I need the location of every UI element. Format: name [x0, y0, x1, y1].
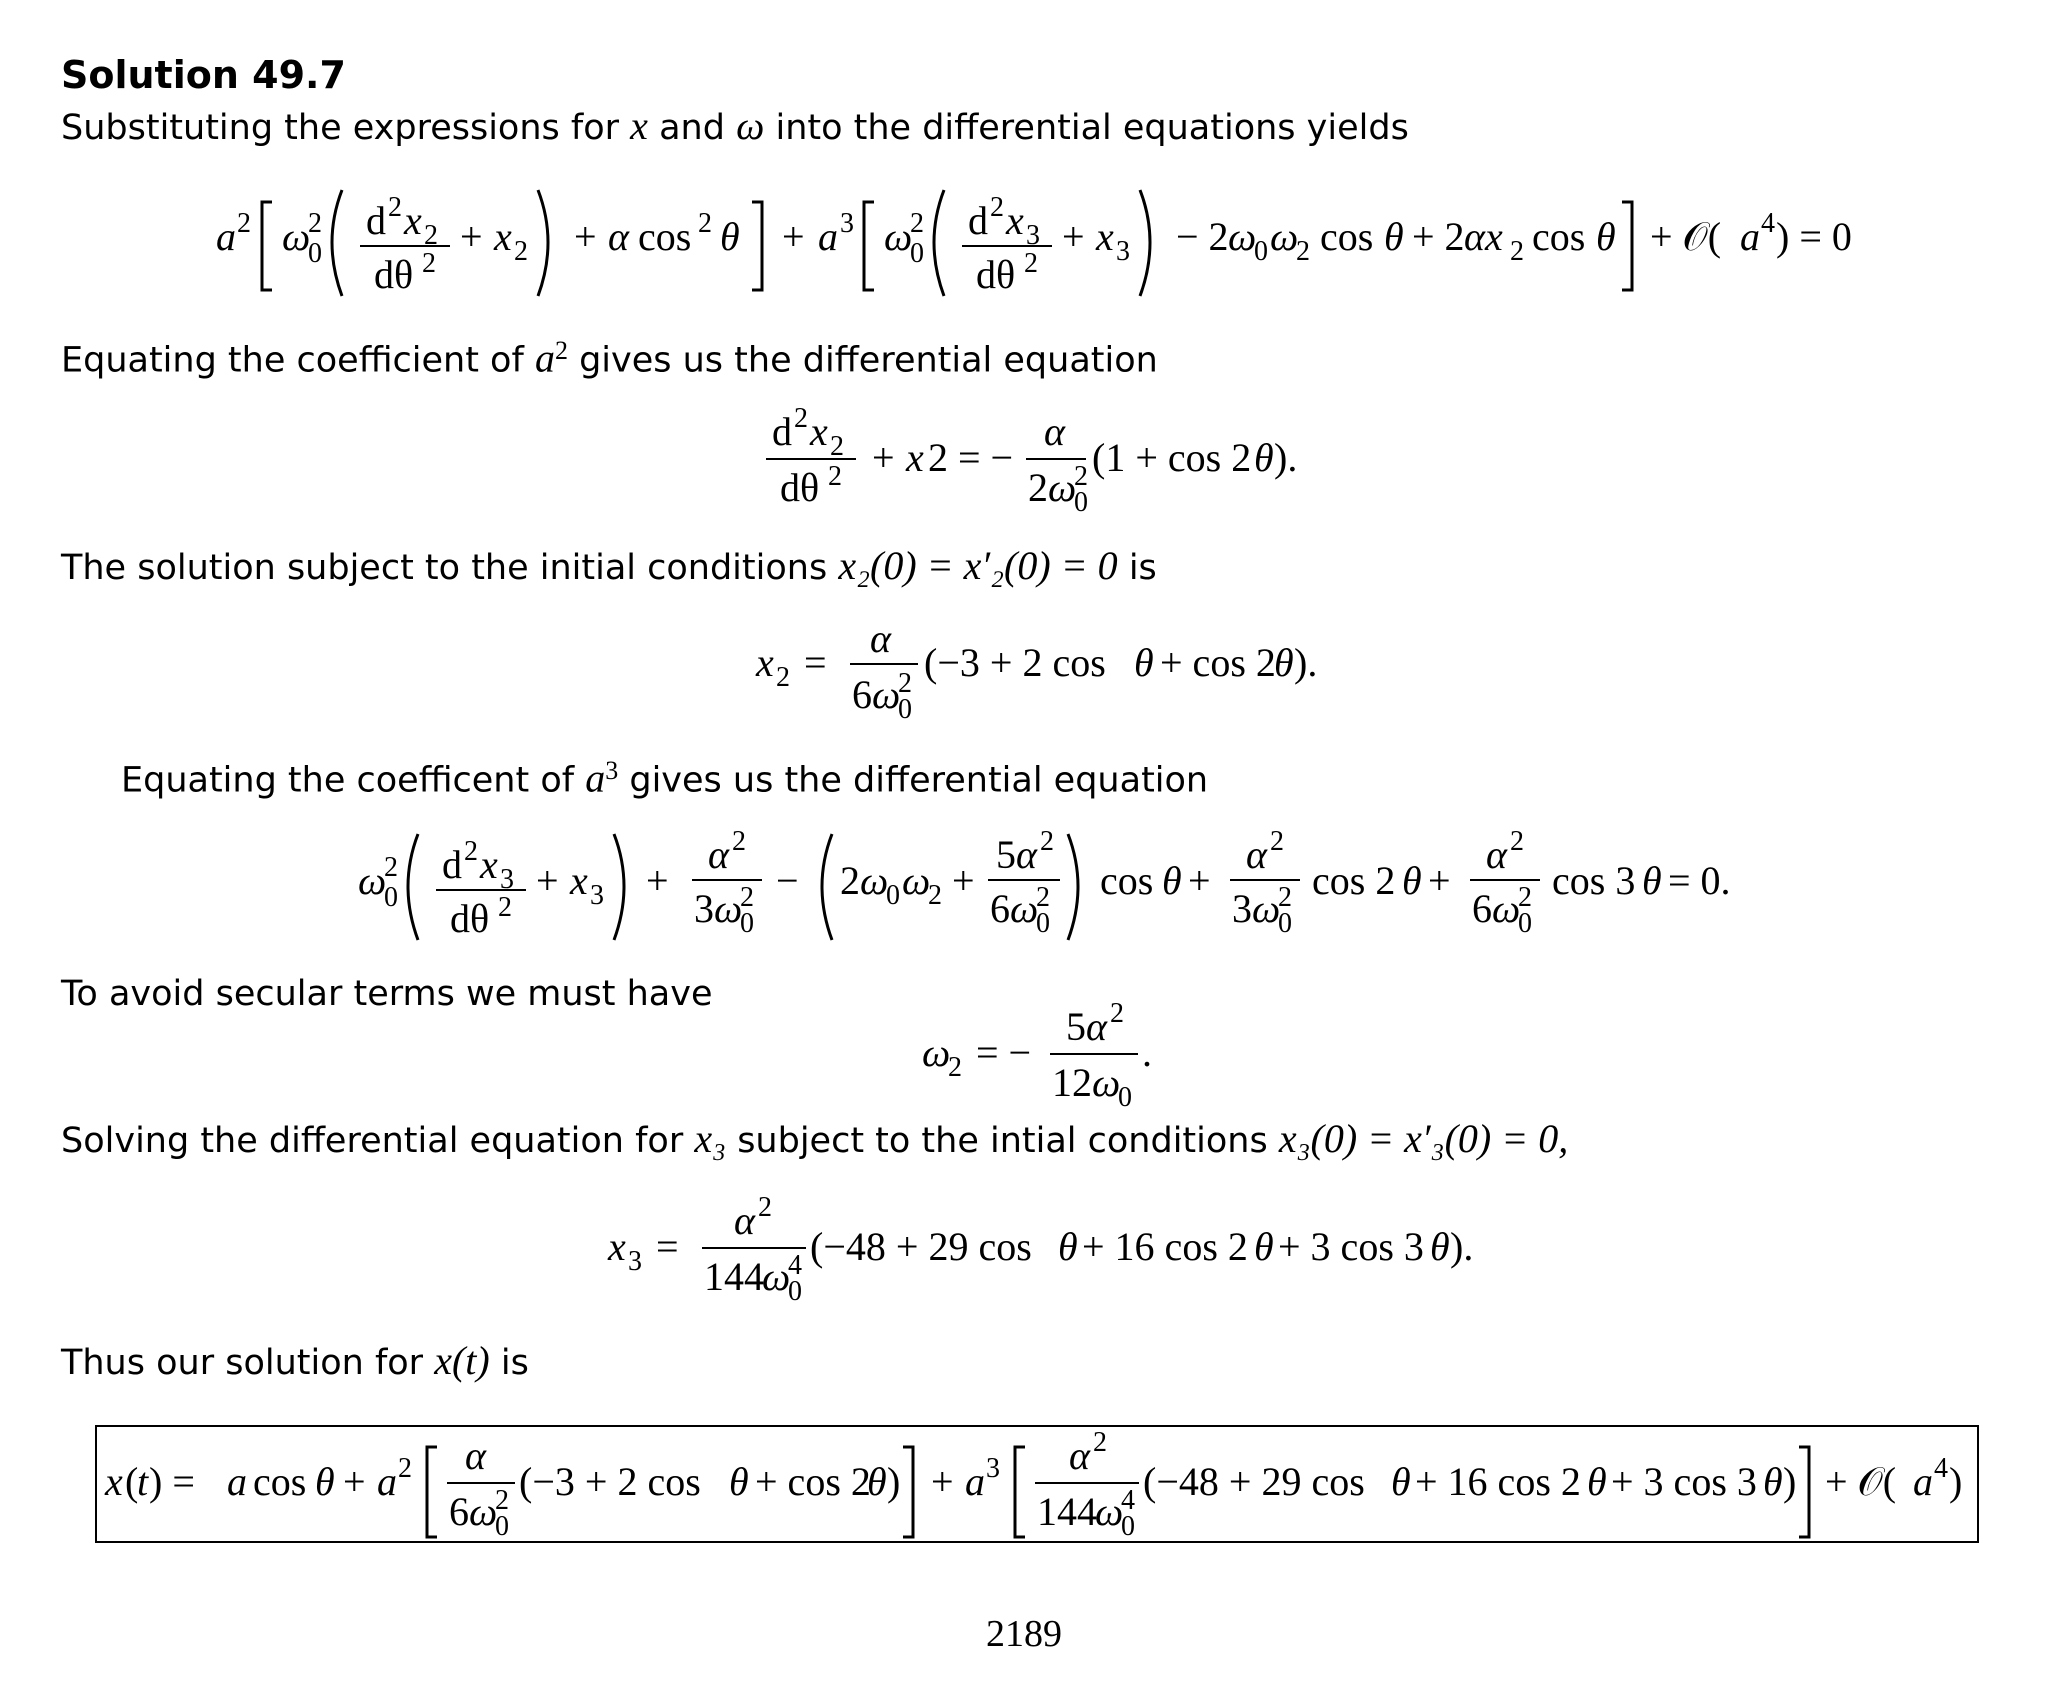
svg-text:).: ). — [1450, 1224, 1474, 1269]
text: is — [500, 1343, 529, 1383]
svg-text:2: 2 — [1074, 461, 1088, 492]
svg-text:θ: θ — [867, 1459, 887, 1504]
svg-text:2: 2 — [732, 826, 746, 857]
svg-text:θ: θ — [1430, 1224, 1450, 1269]
svg-text:ω: ω — [714, 886, 743, 931]
svg-text:x: x — [480, 842, 498, 887]
svg-text:5: 5 — [1066, 1004, 1086, 1049]
math-a: a — [585, 755, 606, 801]
paragraph-equating-a2 — [61, 330, 1158, 382]
text: Substituting the expressions for — [61, 108, 620, 148]
svg-text:2: 2 — [384, 852, 398, 883]
svg-text:0: 0 — [1074, 487, 1088, 518]
svg-text:+ 3 cos 3: + 3 cos 3 — [1611, 1459, 1757, 1504]
svg-text:3: 3 — [986, 1453, 1000, 1484]
svg-text:4: 4 — [788, 1250, 802, 1281]
svg-text:d: d — [968, 198, 988, 243]
svg-text:θ: θ — [1384, 214, 1404, 259]
svg-text:4: 4 — [1121, 1485, 1135, 1516]
svg-text:0: 0 — [740, 908, 754, 939]
svg-text:x: x — [1096, 214, 1114, 259]
svg-text:ω: ω — [1228, 214, 1257, 259]
svg-text:+ cos 2: + cos 2 — [755, 1459, 871, 1504]
svg-text:t: t — [137, 1459, 149, 1504]
equation-expansion — [210, 180, 1870, 311]
svg-text:ω: ω — [872, 672, 901, 717]
svg-text:θ: θ — [720, 214, 740, 259]
svg-text:2: 2 — [237, 208, 251, 239]
equation-expansion-svg — [210, 180, 1870, 300]
svg-text:x: x — [570, 858, 588, 903]
math-xt: x(t) — [434, 1338, 490, 1383]
svg-text:6: 6 — [1472, 886, 1492, 931]
svg-text:= 0.: = 0. — [1668, 858, 1731, 903]
solution-heading: Solution 49.7 — [61, 53, 346, 97]
svg-text:2: 2 — [776, 662, 790, 693]
svg-text:cos 3: cos 3 — [1552, 858, 1636, 903]
svg-text:) =: ) = — [149, 1459, 195, 1504]
svg-text:+: + — [1428, 858, 1451, 903]
text: and — [659, 108, 725, 148]
svg-text:0: 0 — [1278, 908, 1292, 939]
svg-text:+: + — [931, 1459, 954, 1504]
svg-text:2: 2 — [828, 461, 842, 492]
exponent: 3 — [605, 756, 619, 785]
svg-text:ω: ω — [884, 214, 913, 259]
text: subject to the intial conditions — [737, 1121, 1268, 1161]
svg-text:2: 2 — [1110, 998, 1124, 1029]
svg-text:+ 𝒪(: + 𝒪( — [1650, 214, 1722, 259]
paragraph-solving-x3 — [61, 1118, 1568, 1162]
svg-text:) = 0: ) = 0 — [1776, 214, 1852, 259]
svg-text:dθ: dθ — [450, 896, 490, 941]
svg-text:2: 2 — [1510, 236, 1524, 267]
svg-text:x: x — [756, 640, 774, 685]
svg-text:2: 2 — [1036, 882, 1050, 913]
svg-text:0: 0 — [886, 880, 900, 911]
svg-text:+ cos 2: + cos 2 — [1160, 640, 1276, 685]
svg-text:α: α — [608, 214, 629, 259]
svg-text:a: a — [227, 1459, 247, 1504]
svg-text:α: α — [1069, 1433, 1090, 1478]
svg-text:144: 144 — [704, 1254, 764, 1299]
svg-text:θ: θ — [1763, 1459, 1783, 1504]
svg-text:a: a — [818, 214, 838, 259]
text: Solving the differential equation for — [61, 1121, 684, 1161]
svg-text:α: α — [1086, 1004, 1107, 1049]
svg-text:(−48 + 29 cos: (−48 + 29 cos — [810, 1224, 1032, 1269]
svg-text:2: 2 — [514, 236, 528, 267]
svg-text:a: a — [965, 1459, 985, 1504]
svg-text:x: x — [404, 198, 422, 243]
svg-text:4: 4 — [1934, 1453, 1948, 1484]
svg-text:dθ: dθ — [780, 465, 820, 510]
svg-text:2: 2 — [928, 880, 942, 911]
svg-text:): ) — [1949, 1459, 1963, 1504]
math-omega: ω — [736, 103, 765, 148]
svg-text:(: ( — [125, 1459, 139, 1504]
svg-text:+: + — [952, 858, 975, 903]
svg-text:0: 0 — [1254, 236, 1268, 267]
svg-text:2: 2 — [1270, 826, 1284, 857]
svg-text:d: d — [366, 198, 386, 243]
svg-text:2: 2 — [1024, 248, 1038, 279]
svg-text:12: 12 — [1052, 1060, 1092, 1105]
svg-text:ω: ω — [358, 858, 387, 903]
paragraph-final — [61, 1340, 529, 1384]
paragraph-solution-initial — [61, 545, 1157, 589]
svg-text:2: 2 — [424, 220, 438, 251]
svg-text:0: 0 — [1118, 1082, 1132, 1113]
svg-text:x: x — [810, 409, 828, 454]
svg-text:α: α — [1246, 832, 1267, 877]
svg-text:θ: θ — [1254, 1224, 1274, 1269]
svg-text:2: 2 — [1093, 1427, 1107, 1458]
equation-omega2 — [920, 1000, 1160, 1121]
svg-text:2: 2 — [1510, 826, 1524, 857]
svg-text:x: x — [608, 1224, 626, 1269]
svg-text:cos: cos — [1100, 858, 1154, 903]
text: gives us the differential equation — [629, 760, 1209, 801]
svg-text:0: 0 — [1121, 1511, 1135, 1542]
svg-text:2: 2 — [698, 208, 712, 239]
text: Equating the coefficent of — [121, 760, 575, 801]
svg-text:): ) — [1783, 1459, 1797, 1504]
math-initial-conditions: x₂(0) = x′₂(0) = 0 — [838, 543, 1118, 588]
svg-text:+ 3 cos 3: + 3 cos 3 — [1278, 1224, 1424, 1269]
equation-x2-solution-svg — [750, 618, 1330, 728]
svg-text:6: 6 — [852, 672, 872, 717]
equation-x3-solution-svg — [604, 1192, 1484, 1307]
svg-text:5: 5 — [996, 832, 1016, 877]
svg-text:3: 3 — [500, 864, 514, 895]
equation-x2-ode-svg — [760, 403, 1320, 518]
svg-text:αx: αx — [1464, 214, 1503, 259]
svg-text:θ: θ — [1587, 1459, 1607, 1504]
svg-text:+: + — [536, 858, 559, 903]
svg-text:2: 2 — [898, 668, 912, 699]
svg-text:2 = −: 2 = − — [928, 435, 1014, 480]
svg-text:).: ). — [1274, 435, 1298, 480]
svg-text:x: x — [906, 435, 924, 480]
svg-text:ω: ω — [1270, 214, 1299, 259]
svg-text:).: ). — [1294, 640, 1318, 685]
svg-text:=: = — [656, 1224, 679, 1269]
svg-text:0: 0 — [788, 1276, 802, 1307]
svg-text:ω: ω — [469, 1489, 498, 1534]
svg-text:+: + — [782, 214, 805, 259]
svg-text:ω: ω — [1095, 1489, 1124, 1534]
svg-text:+ 𝒪(: + 𝒪( — [1825, 1459, 1897, 1504]
svg-text:θ: θ — [1254, 435, 1274, 480]
svg-text:2: 2 — [758, 1192, 772, 1223]
svg-text:2: 2 — [910, 208, 924, 239]
svg-text:cos: cos — [1532, 214, 1586, 259]
math-x: x — [630, 103, 648, 148]
svg-text:3: 3 — [1232, 886, 1252, 931]
svg-text:+: + — [460, 214, 483, 259]
equation-x3-ode — [356, 822, 1731, 953]
svg-text:α: α — [708, 832, 729, 877]
svg-text:2: 2 — [990, 192, 1004, 223]
svg-text:α: α — [1016, 832, 1037, 877]
svg-text:+: + — [343, 1459, 366, 1504]
svg-text:0: 0 — [1036, 908, 1050, 939]
equation-x3-ode-svg — [356, 822, 1731, 942]
svg-text:θ: θ — [1134, 640, 1154, 685]
svg-text:θ: θ — [1058, 1224, 1078, 1269]
svg-text:a: a — [377, 1459, 397, 1504]
text: into the differential equations yields — [775, 108, 1409, 148]
svg-text:+: + — [646, 858, 669, 903]
svg-text:(1 + cos 2: (1 + cos 2 — [1092, 435, 1252, 480]
paragraph-substituting — [61, 105, 1409, 149]
svg-text:− 2: − 2 — [1176, 214, 1229, 259]
math-initial-conditions: x₃(0) = x′₃(0) = 0, — [1278, 1116, 1569, 1161]
svg-text:ω: ω — [1010, 886, 1039, 931]
svg-text:θ: θ — [1642, 858, 1662, 903]
svg-text:+ 16 cos 2: + 16 cos 2 — [1415, 1459, 1581, 1504]
svg-text:θ: θ — [1162, 858, 1182, 903]
svg-text:): ) — [887, 1459, 901, 1504]
svg-text:2: 2 — [308, 208, 322, 239]
equation-x3-solution — [604, 1194, 1484, 1315]
svg-text:2: 2 — [948, 1052, 962, 1083]
svg-text:0: 0 — [1518, 908, 1532, 939]
svg-text:0: 0 — [384, 882, 398, 913]
svg-text:3: 3 — [628, 1246, 642, 1277]
svg-text:ω: ω — [860, 858, 889, 903]
svg-text:6: 6 — [449, 1489, 469, 1534]
text: Thus our solution for — [61, 1343, 424, 1383]
svg-text:x: x — [105, 1459, 123, 1504]
text: The solution subject to the initial conditions — [61, 548, 828, 588]
svg-text:3: 3 — [1026, 220, 1040, 251]
equation-x2-solution — [750, 618, 1330, 739]
svg-text:0: 0 — [910, 238, 924, 269]
svg-text:α: α — [1044, 409, 1065, 454]
svg-text:cos: cos — [253, 1459, 307, 1504]
svg-text:θ: θ — [1274, 640, 1294, 685]
svg-text:d: d — [772, 409, 792, 454]
svg-text:.: . — [1142, 1030, 1152, 1075]
paragraph-secular: To avoid secular terms we must have — [61, 974, 713, 1014]
svg-text:d: d — [442, 842, 462, 887]
svg-text:cos: cos — [638, 214, 692, 259]
svg-text:0: 0 — [308, 238, 322, 269]
svg-text:2: 2 — [830, 431, 844, 462]
svg-text:2: 2 — [740, 882, 754, 913]
svg-text:ω: ω — [902, 858, 931, 903]
svg-text:a: a — [1913, 1459, 1933, 1504]
svg-text:α: α — [465, 1433, 486, 1478]
page-number: 2189 — [986, 1613, 1062, 1655]
svg-text:+ 2: + 2 — [1412, 214, 1465, 259]
svg-text:+ 16 cos 2: + 16 cos 2 — [1082, 1224, 1248, 1269]
svg-text:2: 2 — [1040, 826, 1054, 857]
equation-final — [103, 1429, 1973, 1552]
svg-text:ω: ω — [1252, 886, 1281, 931]
equation-x2-ode — [760, 405, 1320, 526]
svg-text:x: x — [1006, 198, 1024, 243]
svg-text:ω: ω — [282, 214, 311, 259]
svg-text:2: 2 — [1028, 465, 1048, 510]
svg-text:θ: θ — [729, 1459, 749, 1504]
math-a: a — [534, 335, 555, 381]
svg-text:+: + — [1062, 214, 1085, 259]
math-x3: x₃ — [694, 1116, 727, 1161]
svg-text:6: 6 — [990, 886, 1010, 931]
svg-text:0: 0 — [495, 1511, 509, 1542]
svg-text:x: x — [494, 214, 512, 259]
svg-text:3: 3 — [694, 886, 714, 931]
svg-text:+: + — [1188, 858, 1211, 903]
svg-text:0: 0 — [898, 694, 912, 725]
svg-text:2: 2 — [495, 1485, 509, 1516]
svg-text:α: α — [734, 1198, 755, 1243]
svg-text:θ: θ — [1596, 214, 1616, 259]
svg-text:2: 2 — [464, 836, 478, 867]
svg-text:ω: ω — [1048, 465, 1077, 510]
svg-text:2: 2 — [398, 1453, 412, 1484]
svg-text:2: 2 — [498, 892, 512, 923]
svg-text:cos: cos — [1320, 214, 1374, 259]
svg-text:a: a — [1740, 214, 1760, 259]
exponent: 2 — [554, 336, 568, 365]
svg-text:2: 2 — [422, 248, 436, 279]
svg-text:+: + — [574, 214, 597, 259]
svg-text:(−3 + 2 cos: (−3 + 2 cos — [519, 1459, 701, 1504]
svg-text:(−3 + 2 cos: (−3 + 2 cos — [924, 640, 1106, 685]
svg-text:a: a — [216, 214, 236, 259]
svg-text:2: 2 — [1278, 882, 1292, 913]
svg-text:α: α — [1486, 832, 1507, 877]
svg-text:144: 144 — [1037, 1489, 1097, 1534]
svg-text:=: = — [804, 640, 827, 685]
svg-text:2: 2 — [794, 403, 808, 434]
paragraph-equating-a3 — [121, 750, 1208, 802]
boxed-solution — [95, 1425, 1979, 1543]
svg-text:cos 2: cos 2 — [1312, 858, 1396, 903]
svg-text:2: 2 — [1296, 236, 1310, 267]
svg-text:3: 3 — [590, 880, 604, 911]
svg-text:−: − — [776, 858, 799, 903]
text: gives us the differential equation — [579, 340, 1158, 381]
svg-text:+: + — [872, 435, 895, 480]
svg-text:4: 4 — [1761, 208, 1775, 239]
text: is — [1128, 548, 1157, 588]
svg-text:α: α — [870, 616, 891, 661]
svg-text:ω: ω — [922, 1030, 951, 1075]
svg-text:dθ: dθ — [976, 252, 1016, 297]
svg-text:2: 2 — [388, 192, 402, 223]
svg-text:= −: = − — [976, 1030, 1032, 1075]
equation-omega2-svg — [920, 998, 1160, 1113]
text: Equating the coefficient of — [61, 340, 524, 381]
svg-text:2: 2 — [1518, 882, 1532, 913]
svg-text:ω: ω — [1492, 886, 1521, 931]
svg-text:3: 3 — [1116, 236, 1130, 267]
svg-text:θ: θ — [1402, 858, 1422, 903]
equation-final-svg — [103, 1429, 1973, 1541]
svg-text:ω: ω — [1092, 1060, 1121, 1105]
svg-text:(−48 + 29 cos: (−48 + 29 cos — [1143, 1459, 1365, 1504]
svg-text:ω: ω — [762, 1254, 791, 1299]
svg-text:2: 2 — [840, 858, 860, 903]
svg-text:3: 3 — [840, 208, 854, 239]
svg-text:θ: θ — [1391, 1459, 1411, 1504]
svg-text:dθ: dθ — [374, 252, 414, 297]
svg-text:θ: θ — [315, 1459, 335, 1504]
